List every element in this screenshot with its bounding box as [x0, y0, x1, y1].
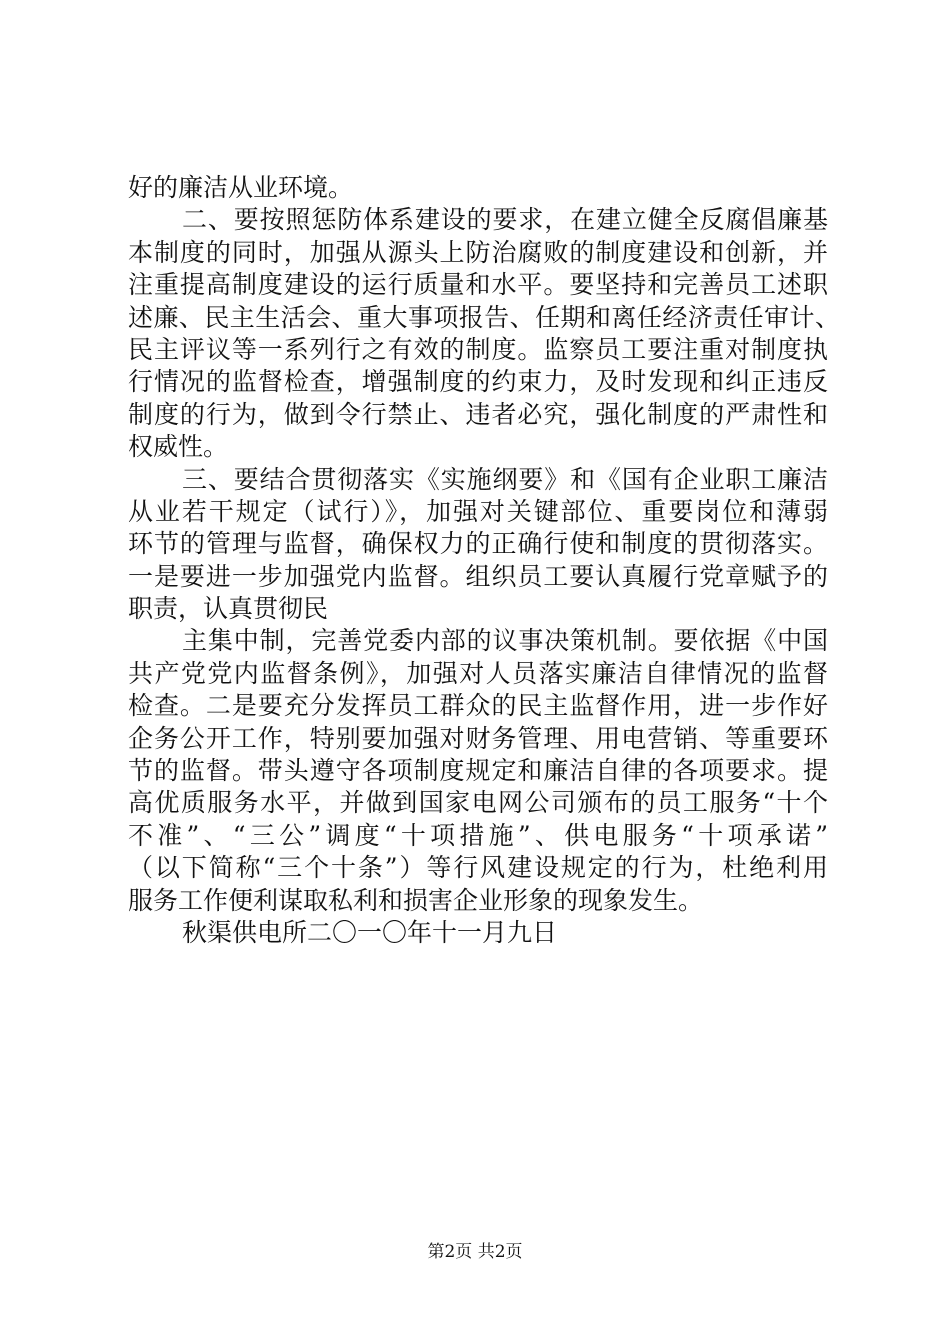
text-line: 好的廉洁从业环境。	[128, 173, 354, 202]
text-line: 三、要结合贯彻落实《实施纲要》和《国有企业职工廉洁	[182, 464, 828, 494]
text-line: 服务工作便利谋取私利和损害企业形象的现象发生。	[128, 885, 704, 915]
text-line: 高优质服务水平，并做到国家电网公司颁布的员工服务“十个	[128, 788, 828, 818]
text-line: 制度的行为，做到令行禁止、违者必究，强化制度的严肃性和	[128, 399, 828, 429]
text-line: 环节的管理与监督，确保权力的正确行使和制度的贯彻落实。	[128, 529, 828, 559]
text-line: 主集中制，完善党委内部的议事决策机制。要依据《中国	[182, 626, 828, 656]
text-line: 行情况的监督检查，增强制度的约束力，及时发现和纠正违反	[128, 367, 828, 397]
text-line: 民主评议等一系列行之有效的制度。监察员工要注重对制度执	[128, 334, 828, 364]
text-line: 共产党党内监督条例》，加强对人员落实廉洁自律情况的监督	[128, 658, 828, 688]
text-line: 节的监督。带头遵守各项制度规定和廉洁自律的各项要求。提	[128, 756, 828, 786]
text-line: 权威性。	[128, 432, 229, 462]
document-body	[128, 172, 840, 949]
text-line: 职责，认真贯彻民	[128, 594, 329, 624]
text-line: 一是要进一步加强党内监督。组织员工要认真履行党章赋予的	[128, 561, 828, 591]
text-line: 从业若干规定（试行）》，加强对关键部位、重要岗位和薄弱	[128, 496, 828, 526]
text-line: 检查。二是要充分发挥员工群众的民主监督作用，进一步作好	[128, 691, 828, 721]
text-line: （以下简称“三个十条”）等行风建设规定的行为，杜绝利用	[128, 853, 828, 883]
text-line: 注重提高制度建设的运行质量和水平。要坚持和完善员工述职	[128, 270, 828, 300]
text-line: 本制度的同时，加强从源头上防治腐败的制度建设和创新，并	[128, 237, 828, 267]
text-line: 企务公开工作，特别要加强对财务管理、用电营销、等重要环	[128, 723, 828, 753]
text-line: 不准”、“三公”调度“十项措施”、供电服务“十项承诺”	[128, 820, 828, 850]
text-line: 二、要按照惩防体系建设的要求，在建立健全反腐倡廉基	[182, 205, 828, 235]
text-line: 秋渠供电所二〇一〇年十一月九日	[182, 917, 558, 947]
page-footer: 第2页 共2页	[427, 1242, 523, 1262]
text-line: 述廉、民主生活会、重大事项报告、任期和离任经济责任审计、	[128, 302, 840, 332]
